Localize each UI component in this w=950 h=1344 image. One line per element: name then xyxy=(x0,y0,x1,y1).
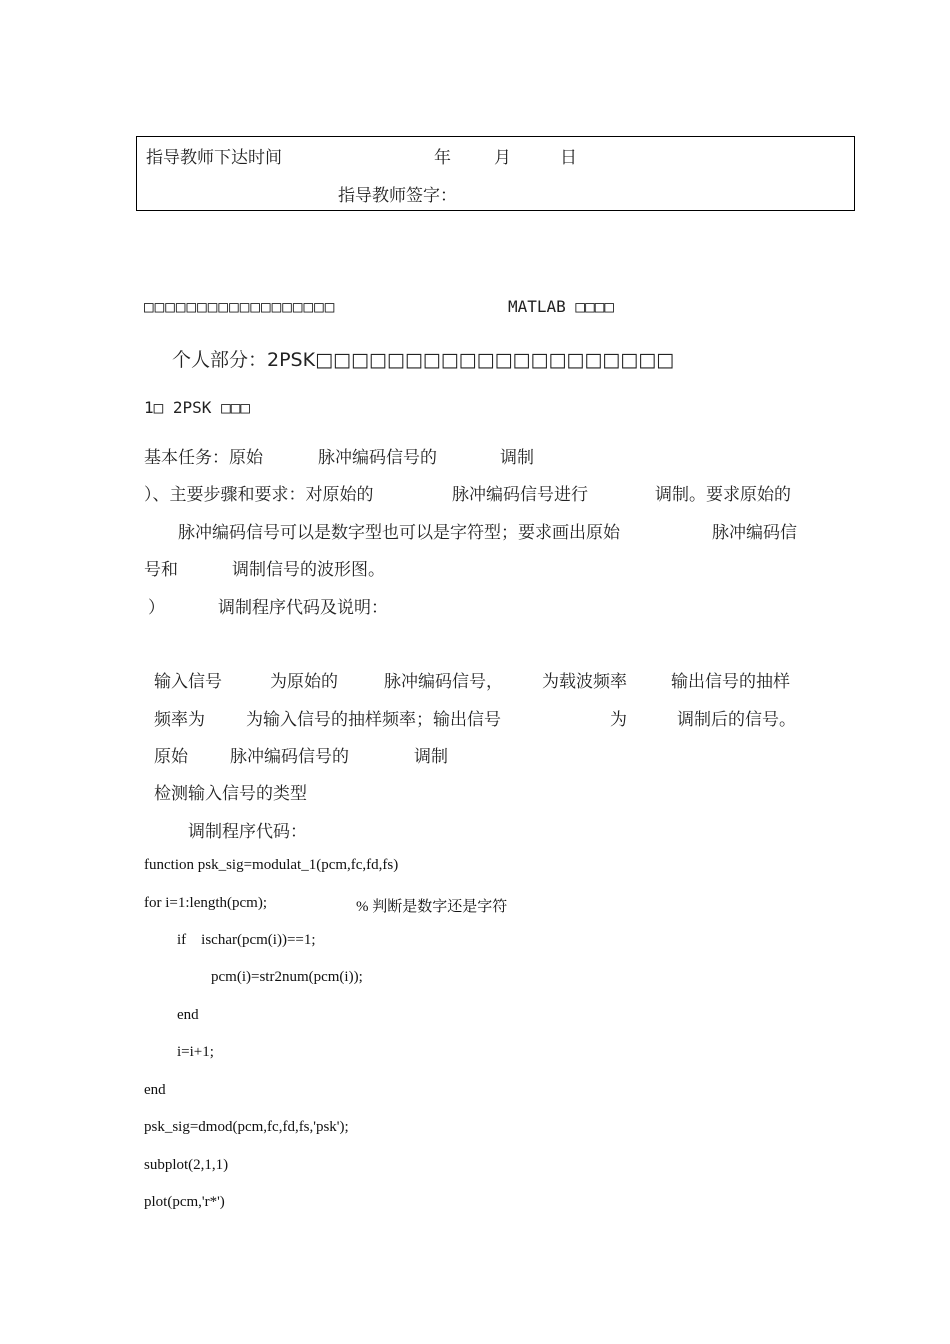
desc-l5: 调制程序代码： xyxy=(188,822,307,842)
steps-line2-b: 脉冲编码信 xyxy=(712,523,797,543)
section-title-left: □□□□□□□□□□□□□□□□□□ xyxy=(144,297,336,316)
desc-l2-d: 调制后的信号。 xyxy=(677,710,796,730)
issue-time-label: 指导教师下达时间 xyxy=(146,148,282,168)
steps-line3-b: 调制信号的波形图。 xyxy=(232,560,385,580)
desc-l2-c: 为 xyxy=(610,710,627,730)
day-label: 日 xyxy=(560,148,577,168)
basic-task-label: 基本任务：原始 xyxy=(144,448,263,468)
personal-part-heading: 个人部分：2PSK□□□□□□□□□□□□□□□□□□□□ xyxy=(172,349,675,371)
steps-line1-c: 调制。要求原始的 xyxy=(655,485,791,505)
month-label: 月 xyxy=(494,148,511,168)
basic-task-end: 调制 xyxy=(500,448,534,468)
steps-line1-b: 脉冲编码信号进行 xyxy=(452,485,588,505)
desc-l1-a: 输入信号 xyxy=(154,672,222,692)
code-line-4: pcm(i)=str2num(pcm(i)); xyxy=(211,969,363,985)
heading-1: 1□ 2PSK □□□ xyxy=(144,398,250,417)
code-line-1: function psk_sig=modulat_1(pcm,fc,fd,fs) xyxy=(144,857,399,873)
desc-l3-b: 脉冲编码信号的 xyxy=(230,747,349,767)
code-line-2-comment: % 判断是数字还是字符 xyxy=(356,899,508,915)
desc-l1-d: 为载波频率 xyxy=(542,672,627,692)
code-heading-paren: ） xyxy=(148,598,165,618)
code-line-8: psk_sig=dmod(pcm,fc,fd,fs,'psk'); xyxy=(144,1119,349,1135)
steps-line1-a: ）、主要步骤和要求：对原始的 xyxy=(144,485,374,505)
desc-l1-e: 输出信号的抽样 xyxy=(671,672,790,692)
steps-line3-a: 号和 xyxy=(144,560,178,580)
code-line-10: plot(pcm,'r*') xyxy=(144,1194,225,1210)
desc-l3-a: 原始 xyxy=(154,747,188,767)
year-label: 年 xyxy=(434,148,451,168)
code-line-9: subplot(2,1,1) xyxy=(144,1157,229,1173)
desc-l3-c: 调制 xyxy=(414,747,448,767)
desc-l4: 检测输入信号的类型 xyxy=(154,784,307,804)
section-title-right: MATLAB □□□□ xyxy=(508,297,614,316)
code-line-7: end xyxy=(144,1082,166,1098)
code-line-6: i=i+1; xyxy=(177,1044,214,1060)
desc-l2-a: 频率为 xyxy=(154,710,205,730)
code-heading-text: 调制程序代码及说明： xyxy=(218,598,388,618)
code-line-5: end xyxy=(177,1007,199,1023)
basic-task-middle: 脉冲编码信号的 xyxy=(318,448,437,468)
signature-label: 指导教师签字： xyxy=(338,186,457,206)
desc-l1-c: 脉冲编码信号， xyxy=(384,672,503,692)
code-line-3: if ischar(pcm(i))==1; xyxy=(177,932,316,948)
steps-line2-a: 脉冲编码信号可以是数字型也可以是字符型；要求画出原始 xyxy=(178,523,620,543)
desc-l1-b: 为原始的 xyxy=(270,672,338,692)
code-line-2: for i=1:length(pcm); xyxy=(144,895,268,911)
desc-l2-b: 为输入信号的抽样频率；输出信号 xyxy=(246,710,501,730)
